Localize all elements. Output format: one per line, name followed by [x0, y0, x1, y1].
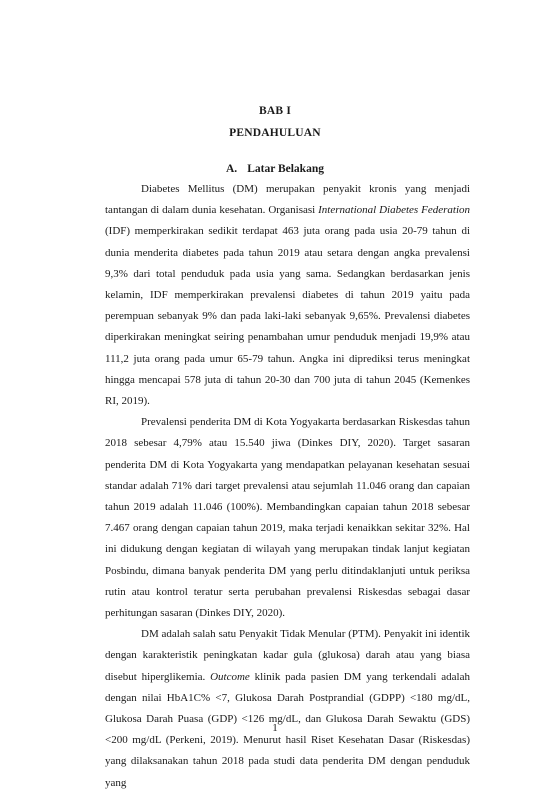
paragraph-3-term-outcome: Outcome — [210, 670, 250, 683]
body-text — [105, 179, 470, 794]
paragraph-3 — [105, 624, 470, 794]
paragraph-1-text-a: Diabetes Mellitus (DM) merupakan penyakit kronis yang menjadi tantangan di dalam dunia kesehatan. Organisasi — [105, 183, 470, 217]
paragraph-3-text-b: klinik pada pasien DM yang terkendali adalah dengan nilai HbA1C% <7, Glukosa Darah Postprandial (GDPP) <180 mg/dL, Glukosa Darah Puasa (GDP) <126 mg/dL, dan Glukosa Darah Sewaktu (GDS) <200 mg/dL (Perkeni, 2019). Menurut hasil Riset Kesehatan Dasar (Riskesdas) yang dilaksanakan tahun 2018 pada studi data penderita DM dengan penduduk yang — [105, 670, 470, 789]
paragraph-2-text: Prevalensi penderita DM di Kota Yogyakarta berdasarkan Riskesdas tahun 2018 sebesar 4,79% atau 15.540 jiwa (Dinkes DIY, 2020). Target sasaran penderita DM di Kota Yogyakarta yang mendapatkan pelayanan kesehatan sesuai standar adalah 71% dari target prevalensi atau sejumlah 11.046 orang dan capaian tahun 2019 adalah 11.046 (100%). Membandingkan capaian tahun 2018 sebesar 7.467 orang dengan capaian tahun 2019, maka terjadi kenaikkan sekitar 32%. Hal ini didukung dengan kegiatan di wilayah yang merupakan tindak lanjut kegiatan Posbindu, dimana banyak penderita DM yang perlu ditindaklanjuti untuk periksa rutin atau kontrol teratur serta perubahan prevalensi Riskesdas sebagai dasar perhitungan sasaran (Dinkes DIY, 2020). — [105, 416, 470, 620]
paragraph-1-text-b: (IDF) memperkirakan sedikit terdapat 463 juta orang pada usia 20-79 tahun di dunia menderita diabetes pada tahun 2019 atau setara dengan angka prevalensi 9,3% dari total penduduk pada usia yang sama. Sedangkan berdasarkan jenis kelamin, IDF memperkirakan prevalensi diabetes di tahun 2019 yaitu pada perempuan sebanyak 9% dan pada laki-laki sebanyak 9,65%. Prevalensi diabetes diperkirakan meningkat seiring penambahan umur penduduk menjadi 19,9% atau 111,2 juta orang pada umur 65-79 tahun. Angka ini diprediksi terus meningkat hingga mencapai 578 juta di tahun 20-30 dan 700 juta di tahun 2045 (Kemenkes RI, 2019). — [105, 225, 470, 408]
page-number: 1 — [272, 722, 278, 734]
paragraph-1-term-idf: International Diabetes Federation — [318, 204, 470, 217]
paragraph-2 — [105, 412, 470, 624]
paragraph-3-text-a: DM adalah salah satu Penyakit Tidak Menular (PTM). Penyakit ini identik dengan karakteristik peningkatan kadar gula (glukosa) darah atau yang biasa disebut hiperglikemia. — [105, 628, 470, 683]
section-title: Latar Belakang — [247, 163, 324, 175]
section-marker: A. — [226, 163, 238, 175]
paragraph-1 — [105, 179, 470, 412]
chapter-title: PENDAHULUAN — [229, 127, 321, 139]
section-heading — [0, 163, 550, 175]
chapter-number: BAB I — [259, 105, 291, 117]
